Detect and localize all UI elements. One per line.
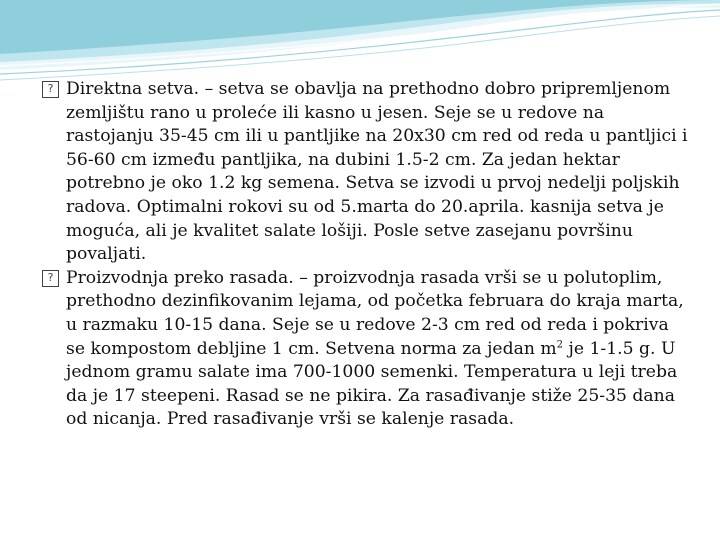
superscript: 2 (556, 338, 564, 350)
paragraph-body-part2: je 1-1.5 g. U jednom gramu salate ima 700-1000 semenki. Temperatura u leji treba da je 17 steepeni. Rasad se ne pikira. Za rasađivanje stiže 25-35 dana od nicanja. Pred rasađivanje vrši se kalenje rasada. (66, 338, 678, 430)
paragraph-body-part1: – proizvodnja rasada vrši se u polutoplim, prethodno dezinfikovanim lejama, od početka februara do kraja marta, u razmaku 10-15 dana. Seje se u redove 2-3 cm red od reda i pokriva se kompostom debljine 1 cm. Setvena norma za jedan m (66, 267, 684, 359)
paragraph-proizvodnja-rasada (42, 267, 692, 432)
paragraph-direktna-setva (42, 78, 692, 267)
header-wave-decoration (0, 0, 720, 90)
slide-text-body (42, 78, 692, 432)
replacement-character-icon: ? (42, 81, 59, 98)
replacement-character-icon: ? (42, 270, 59, 287)
paragraph-label: Direktna setva. (66, 79, 205, 99)
paragraph-label: Proizvodnja preko rasada. (66, 267, 300, 288)
paragraph-body: – setva se obavlja na prethodno dobro pripremljenom zemljištu rano u proleće ili kasno u jesen. Seje se u redove na rastojanju 35-45 cm ili u pantljike na 20x30 cm red od reda u pantljici i 56-60 cm između pantljika, na dubini 1.5-2 cm. Za jedan hektar potrebno je oko 1.2 kg semena. Setva se izvodi u prvoj nedelji poljskih radova. Optimalni rokovi su od 5.marta do 20.aprila. kasnija setva je moguća, ali je kvalitet salate lošiji. Posle setve zasejanu površinu povaljati. (66, 79, 688, 265)
